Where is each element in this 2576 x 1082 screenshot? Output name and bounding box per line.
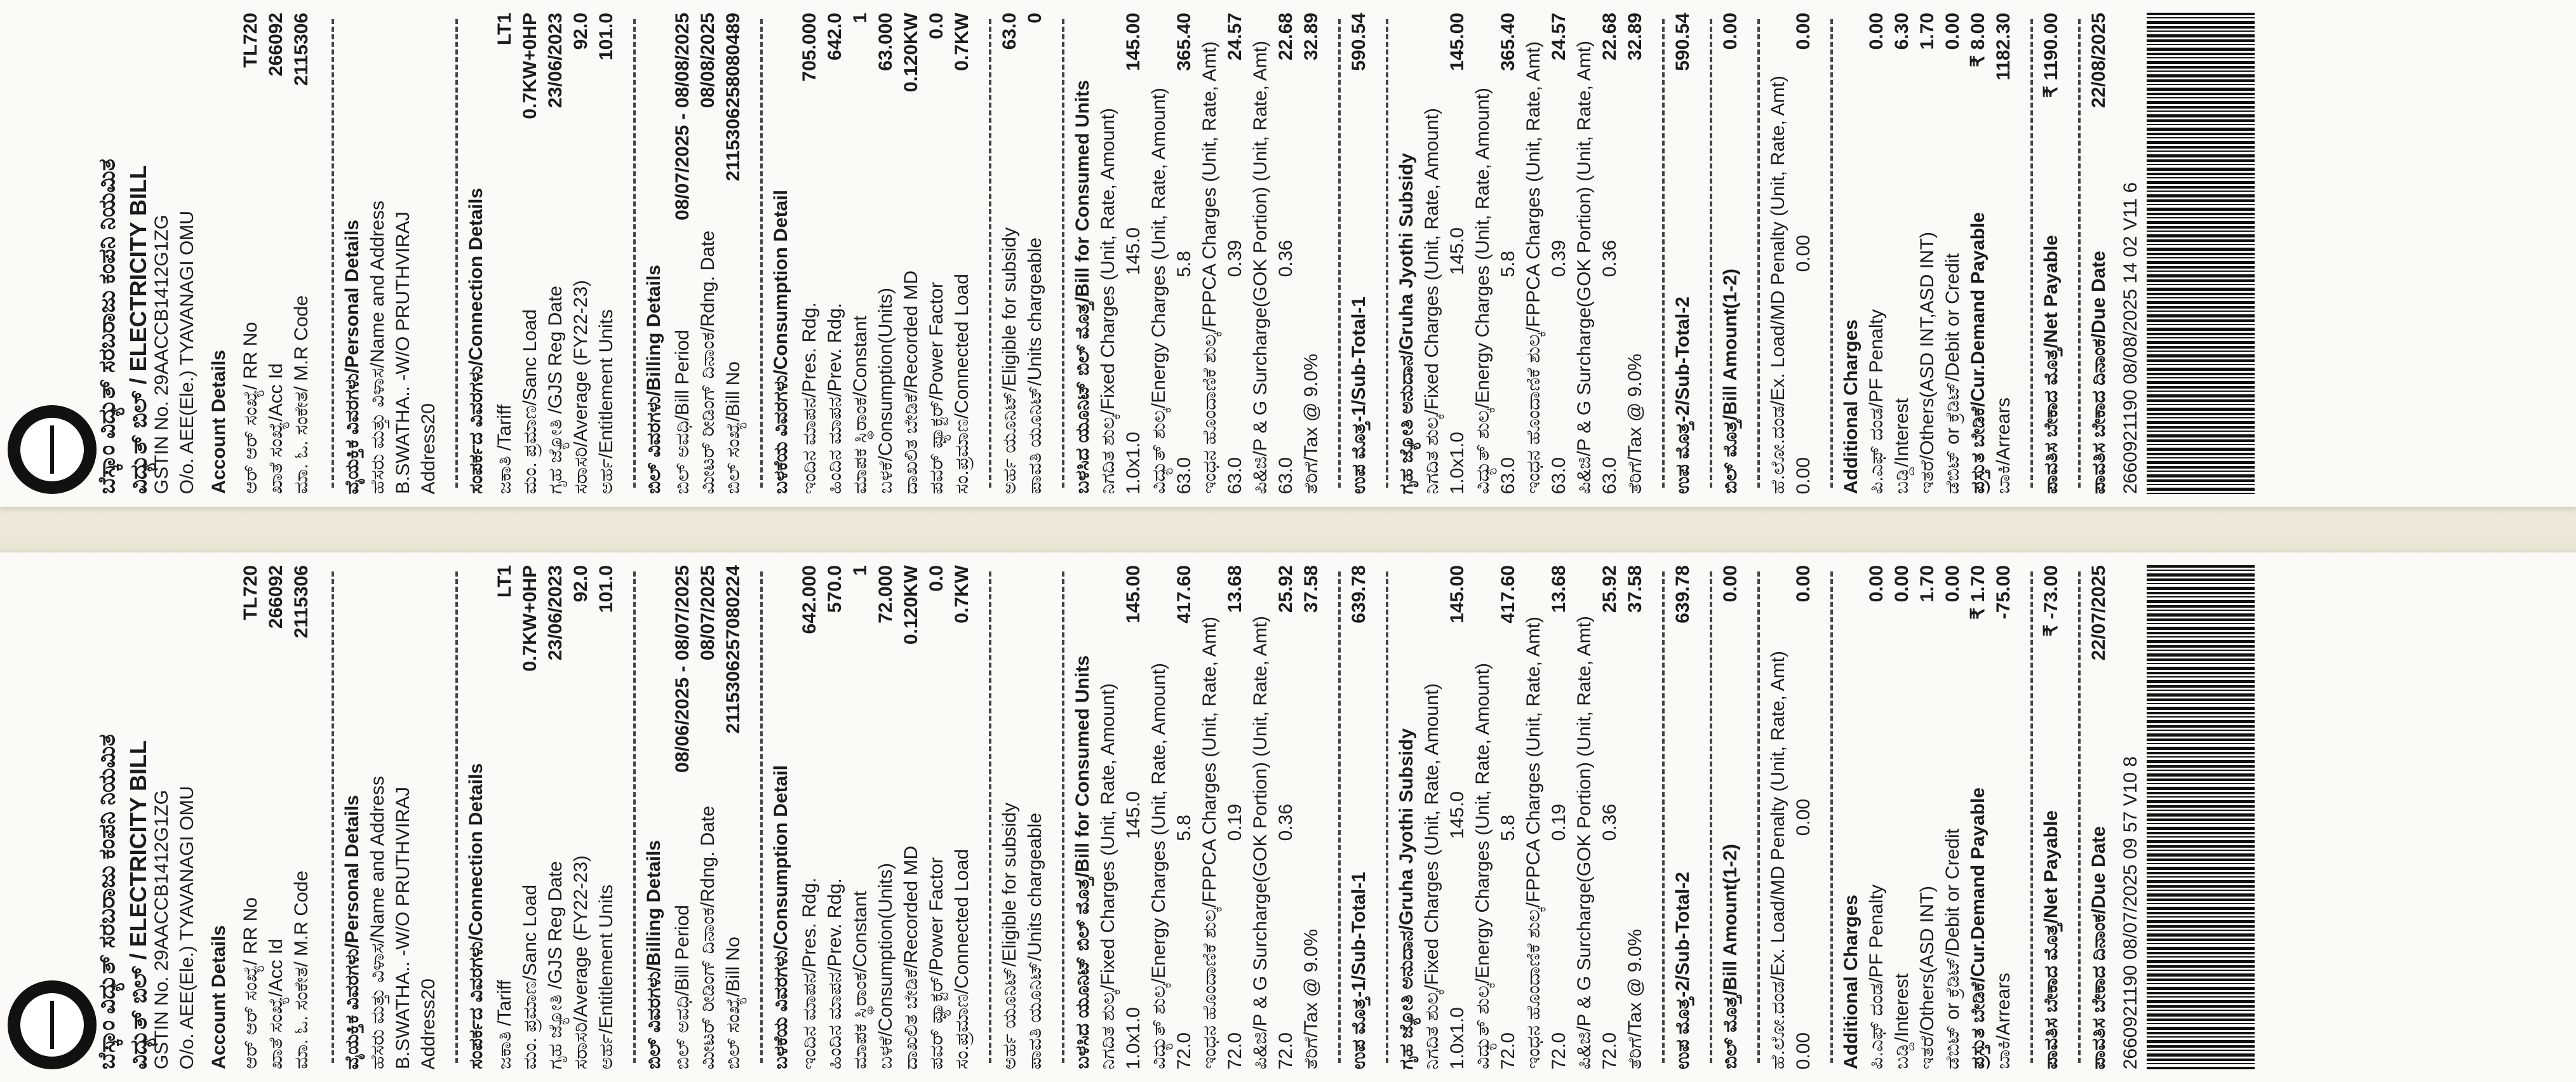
fixed-label: ನಿಗದಿತ ಶುಲ್ಕ/Fixed Charges (Unit, Rate, Amount) <box>1097 107 1118 494</box>
footer: 2660921190 08/07/2025 09 57 V10 8 <box>2120 756 2141 1069</box>
name-value: B.SWATHA.. -W/O PRUTHVIRAJ <box>392 211 413 494</box>
barcode-icon <box>2147 565 2255 1069</box>
fppca-amount: 13.68 <box>1224 565 1245 613</box>
tax-label: ತೆರಿಗೆ/Tax @ 9.0% <box>1301 929 1322 1069</box>
provider-local: ಬೆಸ್ಕಾಂ ವಿದ್ಯುತ್ ಸರಬರಾಜು ಕಂಪನಿ ನಿಯಮಿತ <box>93 158 119 494</box>
pg-unit: 63.0 <box>1275 457 1296 494</box>
due-label: ಪಾವತಿಸ ಬೇಕಾದ ದಿನಾಂಕ/Due Date <box>2088 250 2109 494</box>
period-label: ಬಿಲ್ ಅವಧಿ/Bill Period <box>672 329 693 494</box>
interest-label: ಬಡ್ಡಿ/Interest <box>1891 398 1912 494</box>
consumption-label: ಬಳಕೆಯ ವಿವರಗಳು/Consumption Detail <box>770 189 791 494</box>
sanc-label: ಮಂ. ಪ್ರಮಾಣ/Sanc Load <box>520 309 540 494</box>
section-divider <box>1830 19 1833 488</box>
energy-amount: 417.60 <box>1174 565 1195 624</box>
account-details: Account Details <box>208 350 229 494</box>
interest-value: 0.00 <box>1891 565 1912 603</box>
sanc-label: ಮಂ. ಪ್ರಮಾಣ/Sanc Load <box>520 884 540 1069</box>
sub2-value: 639.78 <box>1672 565 1693 624</box>
mr-label: ಮಾ. ಓ. ಸಂಕೇತ/ M.R Code <box>291 295 312 494</box>
pf-value: 0.0 <box>926 13 947 39</box>
footer: 2660921190 08/08/2025 14 02 V11 6 <box>2120 182 2141 494</box>
fixed-amount: 145.00 <box>1123 13 1144 71</box>
gj-label: ಗೃಹ ಜ್ಯೋತಿ /GJS Reg Date <box>545 285 566 494</box>
prev-value: 642.0 <box>824 13 845 61</box>
section-divider <box>332 571 334 1063</box>
gj-pg-amount: 25.92 <box>1599 565 1620 613</box>
section-divider <box>1710 19 1712 488</box>
gj-pg-label: ಪಿ&ಜಿ/P & G Surcharge(GOK Portion) (Unit, Rate, Amt) <box>1574 40 1595 494</box>
gj-fixed-unit: 1.0x1.0 <box>1447 431 1468 494</box>
net-value: ₹ 1190.00 <box>2041 13 2062 98</box>
connection-label: ಸಂಪರ್ಕದ ವಿವರಗಳು/Connection Details <box>466 188 486 494</box>
const-value: 1 <box>850 13 871 23</box>
fixed-amount: 145.00 <box>1123 565 1144 624</box>
gj-energy-amount: 365.40 <box>1498 13 1519 71</box>
rdng-label: ಮೀಟರ್ ರೀಡಿಂಗ್ ದಿನಾಂಕ/Rdng. Date <box>697 230 718 494</box>
section-divider <box>1386 19 1388 488</box>
section-divider <box>633 19 636 488</box>
md-label: ದಾಖಲಿತ ಬೇಡಿಕೆ/Recorded MD <box>901 845 922 1069</box>
arrears-label: ಬಾಕಿ/Arrears <box>1993 397 2014 494</box>
billamt-label: ಬಿಲ್ ಮೊತ್ತ/Bill Amount(1-2) <box>1720 844 1741 1069</box>
debit-value: 0.00 <box>1942 565 1963 603</box>
sub1-value: 639.78 <box>1348 565 1369 624</box>
const-value: 1 <box>850 565 871 576</box>
gj-pg-unit: 72.0 <box>1599 1032 1620 1069</box>
due-value: 22/08/2025 <box>2088 13 2109 109</box>
pg-rate: 0.36 <box>1275 804 1296 841</box>
avg-label: ಸರಾಸರಿ/Average (FY22-23) <box>570 279 591 494</box>
sub2-label: ಉಪ ಮೊತ್ತ-2/Sub-Total-2 <box>1672 296 1693 494</box>
gstin: GSTIN No. 29AACCB1412G1ZG <box>151 214 172 494</box>
gj-fixed-amount: 145.00 <box>1447 565 1468 624</box>
fixed-rate: 145.0 <box>1123 227 1144 276</box>
pg-amount: 25.92 <box>1275 565 1296 613</box>
due-value: 22/07/2025 <box>2088 565 2109 661</box>
billing-label: ಬಿಲ್ ವಿವರಗಳು/Billing Details <box>643 840 664 1069</box>
prev-value: 570.0 <box>824 565 845 613</box>
cur-value: ₹ 1.70 <box>1968 565 1989 620</box>
md-label: ದಾಖಲಿತ ಬೇಡಿಕೆ/Recorded MD <box>901 270 922 494</box>
exload-label: ಹೆ.ಲೋ.ದಂಡ/Ex. Load/MD Penalty (Unit, Rate, Amt) <box>1768 75 1788 494</box>
cur-label: ಪ್ರಸ್ತುತ ಬೇಡಿಕೆ/Cur.Demand Payable <box>1968 212 1989 494</box>
md-value: 0.120KW <box>901 565 922 645</box>
gj-fppca-unit: 63.0 <box>1548 457 1569 494</box>
section-divider <box>1757 19 1760 488</box>
avg-label: ಸರಾಸರಿ/Average (FY22-23) <box>570 855 591 1069</box>
cl-value: 0.7KW <box>951 565 972 624</box>
pres-value: 705.000 <box>799 13 820 82</box>
bill-receipt-aug <box>0 0 2576 507</box>
elig-value: 63.0 <box>999 13 1020 50</box>
pres-label: ಇಂದಿನ ಮಾಪನ/Pres. Rdg. <box>799 877 820 1069</box>
pf-pen-label: ಪಿ.ಎಫ್ ದಂಡ/PF Penalty <box>1866 309 1887 494</box>
section-divider <box>1062 19 1064 488</box>
due-label: ಪಾವತಿಸ ಬೇಕಾದ ದಿನಾಂಕ/Due Date <box>2088 825 2109 1069</box>
units-value: 72.000 <box>875 565 896 624</box>
pf-label: ಪವರ್ ಫ್ಯಾಕ್ಟರ್/Power Factor <box>926 281 947 494</box>
fppca-unit: 72.0 <box>1224 1032 1245 1069</box>
rr-label: ಆರ್ ಆರ್ ಸಂಖ್ಯೆ/ RR No <box>240 897 261 1069</box>
gj-sub-label: ಗೃಹ ಜ್ಯೋತಿ ಅನುದಾನ/Gruha Jyothi Subsidy <box>1396 152 1417 494</box>
section-divider <box>2078 571 2081 1063</box>
rr-value: TL720 <box>240 565 261 620</box>
billing-label: ಬಿಲ್ ವಿವರಗಳು/Billing Details <box>643 265 664 494</box>
prev-label: ಹಿಂದಿನ ಮಾಪನ/Prev. Rdg. <box>824 302 845 494</box>
pf-pen-value: 0.00 <box>1866 13 1887 50</box>
md-value: 0.120KW <box>901 13 922 93</box>
pg-unit: 72.0 <box>1275 1032 1296 1069</box>
period-value: 08/07/2025 - 08/08/2025 <box>672 13 693 220</box>
avg-value: 92.0 <box>570 565 591 603</box>
gj-energy-rate: 5.8 <box>1498 250 1519 277</box>
section-divider <box>1830 571 1833 1063</box>
gj-fppca-label: ಇಂಧನ ಹೊಂದಾಣಿಕೆ ಶುಲ್ಕ/FPPCA Charges (Unit, Rate, Amt) <box>1523 617 1544 1069</box>
fixed-label: ನಿಗದಿತ ಶುಲ್ಕ/Fixed Charges (Unit, Rate, Amount) <box>1097 683 1118 1069</box>
gj-energy-unit: 63.0 <box>1498 457 1519 494</box>
section-divider <box>1338 19 1341 488</box>
name-label: ಹೆಸರು ಮತ್ತು ವಿಳಾಸ/Name and Address <box>367 775 388 1069</box>
tariff-value: LT1 <box>494 13 515 46</box>
cl-label: ಸಂ.ಪ್ರಮಾಣ/Connected Load <box>951 273 972 494</box>
name-label: ಹೆಸರು ಮತ್ತು ವಿಳಾಸ/Name and Address <box>367 200 388 494</box>
exload-rate: 0.00 <box>1793 798 1814 836</box>
section-divider <box>1662 19 1665 488</box>
elig-label: ಅರ್ಹ ಯೂನಿಟ್/Eligible for subsidy <box>999 227 1020 494</box>
pg-label: ಪಿ&ಜಿ/P & G Surcharge(GOK Portion) (Unit, Rate, Amt) <box>1250 40 1271 494</box>
mr-label: ಮಾ. ಓ. ಸಂಕೇತ/ M.R Code <box>291 871 312 1069</box>
provider-local: ಬೆಸ್ಕಾಂ ವಿದ್ಯುತ್ ಸರಬರಾಜು ಕಂಪನಿ ನಿಯಮಿತ <box>93 733 119 1069</box>
gj-energy-label: ವಿದ್ಯುತ್ ಶುಲ್ಕ/Energy Charges (Unit, Rate, Amount) <box>1472 663 1493 1069</box>
pf-pen-label: ಪಿ.ಎಫ್ ದಂಡ/PF Penalty <box>1866 885 1887 1069</box>
address-value: Address20 <box>418 403 439 494</box>
acc-label: ಖಾತೆ ಸಂಖ್ಯೆ/Acc Id <box>265 363 286 494</box>
pg-amount: 22.68 <box>1275 13 1296 61</box>
additional-label: Additional Charges <box>1841 319 1862 494</box>
exload-amount: 0.00 <box>1793 13 1814 50</box>
units-label: ಬಳಕೆ/Consumption(Units) <box>875 288 896 494</box>
pg-label: ಪಿ&ಜಿ/P & G Surcharge(GOK Portion) (Unit, Rate, Amt) <box>1250 615 1271 1069</box>
net-label: ಪಾವತಿಸ ಬೇಕಾದ ಮೊತ್ತ/Net Payable <box>2041 235 2062 494</box>
section-divider <box>455 19 458 488</box>
avg-value: 92.0 <box>570 13 591 50</box>
section-divider <box>332 19 334 488</box>
section-divider <box>760 571 763 1063</box>
gj-energy-rate: 5.8 <box>1498 814 1519 841</box>
tax-amount: 37.58 <box>1301 565 1322 613</box>
additional-label: Additional Charges <box>1841 894 1862 1069</box>
pf-label: ಪವರ್ ಫ್ಯಾಕ್ಟರ್/Power Factor <box>926 857 947 1069</box>
consumption-label: ಬಳಕೆಯ ವಿವರಗಳು/Consumption Detail <box>770 765 791 1069</box>
rdng-value: 08/07/2025 <box>697 565 718 661</box>
billno-value: 2115306258080489 <box>723 13 744 182</box>
gj-tax-amount: 37.58 <box>1625 565 1646 613</box>
section-divider <box>633 571 636 1063</box>
name-value: B.SWATHA.. -W/O PRUTHVIRAJ <box>392 786 413 1069</box>
barcode-icon <box>2147 13 2255 494</box>
section-divider <box>1710 571 1712 1063</box>
sanc-value: 0.7KW+0HP <box>520 565 540 672</box>
exload-unit: 0.00 <box>1793 1032 1814 1069</box>
section-divider <box>455 571 458 1063</box>
section-divider <box>2030 571 2033 1063</box>
personal-label: ವೈಯಕ್ತಿಕ ವಿವರಗಳು/Personal Details <box>342 794 363 1069</box>
fppca-label: ಇಂಧನ ಹೊಂದಾಣಿಕೆ ಶುಲ್ಕ/FPPCA Charges (Unit, Rate, Amt) <box>1199 617 1220 1069</box>
others-label: ಇತರೆ/Others(ASD INT) <box>1917 885 1938 1069</box>
gj-fixed-rate: 145.0 <box>1447 791 1468 839</box>
gj-fppca-rate: 0.19 <box>1548 804 1569 841</box>
pg-rate: 0.36 <box>1275 240 1296 277</box>
tariff-value: LT1 <box>494 565 515 598</box>
acc-value: 266092 <box>265 565 286 629</box>
pres-value: 642.000 <box>799 565 820 634</box>
section-divider <box>1757 571 1760 1063</box>
tax-label: ತೆರಿಗೆ/Tax @ 9.0% <box>1301 354 1322 494</box>
section-divider <box>989 571 991 1063</box>
cur-value: ₹ 8.00 <box>1968 13 1989 67</box>
office: O/o. AEE(Ele.) TYAVANAGI OMU <box>177 785 198 1069</box>
mr-value: 2115306 <box>291 565 312 639</box>
period-value: 08/06/2025 - 08/07/2025 <box>672 565 693 773</box>
section-divider <box>2030 19 2033 488</box>
ent-label: ಅರ್ಹ/Entitlement Units <box>596 884 617 1069</box>
section-divider <box>1662 571 1665 1063</box>
bill-consumed-label: ಬಳಸಿದ ಯೂನಿಟ್ ಬಿಲ್ ಮೊತ್ತ/Bill for Consumed Units <box>1072 80 1093 494</box>
gj-sub-label: ಗೃಹ ಜ್ಯೋತಿ ಅನುದಾನ/Gruha Jyothi Subsidy <box>1396 728 1417 1069</box>
ent-value: 101.0 <box>596 565 617 613</box>
exload-label: ಹೆ.ಲೋ.ದಂಡ/Ex. Load/MD Penalty (Unit, Rate, Amt) <box>1768 650 1788 1069</box>
arrears-value: 1182.30 <box>1993 13 2014 81</box>
billno-label: ಬಿಲ್ ಸಂಖ್ಯೆ/Bill No <box>723 936 744 1069</box>
gj-pg-amount: 22.68 <box>1599 13 1620 61</box>
fixed-unit: 1.0x1.0 <box>1123 431 1144 494</box>
gj-fppca-unit: 72.0 <box>1548 1032 1569 1069</box>
gj-energy-label: ವಿದ್ಯುತ್ ಶುಲ್ಕ/Energy Charges (Unit, Rate, Amount) <box>1472 88 1493 494</box>
tariff-label: ಜಕಾತಿ /Tariff <box>494 404 515 494</box>
exload-unit: 0.00 <box>1793 457 1814 494</box>
net-label: ಪಾವತಿಸ ಬೇಕಾದ ಮೊತ್ತ/Net Payable <box>2041 810 2062 1069</box>
gj-fixed-label: ನಿಗದಿತ ಶುಲ್ಕ/Fixed Charges (Unit, Rate, Amount) <box>1421 683 1442 1069</box>
address-value: Address20 <box>418 978 439 1069</box>
gj-fixed-label: ನಿಗದಿತ ಶುಲ್ಕ/Fixed Charges (Unit, Rate, Amount) <box>1421 107 1442 494</box>
energy-label: ವಿದ್ಯುತ್ ಶುಲ್ಕ/Energy Charges (Unit, Rate, Amount) <box>1148 663 1169 1069</box>
connection-label: ಸಂಪರ್ಕದ ವಿವರಗಳು/Connection Details <box>466 763 486 1069</box>
section-divider <box>2078 19 2081 488</box>
tax-amount: 32.89 <box>1301 13 1322 61</box>
section-divider <box>1338 571 1341 1063</box>
prev-label: ಹಿಂದಿನ ಮಾಪನ/Prev. Rdg. <box>824 878 845 1069</box>
gj-tax-label: ತೆರಿಗೆ/Tax @ 9.0% <box>1625 929 1646 1069</box>
office: O/o. AEE(Ele.) TYAVANAGI OMU <box>177 210 198 494</box>
units-label: ಬಳಕೆ/Consumption(Units) <box>875 863 896 1069</box>
exload-rate: 0.00 <box>1793 234 1814 272</box>
cl-label: ಸಂ.ಪ್ರಮಾಣ/Connected Load <box>951 848 972 1069</box>
gj-pg-rate: 0.36 <box>1599 240 1620 277</box>
debit-label: ಡೆಬಿಟ್ or ಕ್ರೆಡಿಟ್/Debit or Credit <box>1942 828 1963 1069</box>
gstin: GSTIN No. 29AACCB1412G1ZG <box>151 789 172 1069</box>
ent-value: 101.0 <box>596 13 617 61</box>
interest-label: ಬಡ್ಡಿ/Interest <box>1891 973 1912 1069</box>
net-value: ₹ -73.00 <box>2041 565 2062 637</box>
bill-title: ವಿದ್ಯುತ್ ಬಿಲ್ / ELECTRICITY BILL <box>125 740 151 1069</box>
energy-unit: 63.0 <box>1174 457 1195 494</box>
fppca-amount: 24.57 <box>1224 13 1245 61</box>
ent-label: ಅರ್ಹ/Entitlement Units <box>596 309 617 494</box>
others-value: 1.70 <box>1917 13 1938 50</box>
gj-energy-unit: 72.0 <box>1498 1032 1519 1069</box>
gj-pg-rate: 0.36 <box>1599 804 1620 841</box>
acc-value: 266092 <box>265 13 286 77</box>
pf-value: 0.0 <box>926 565 947 592</box>
gj-fppca-amount: 24.57 <box>1548 13 1569 61</box>
gj-fppca-amount: 13.68 <box>1548 565 1569 613</box>
chg-label: ಪಾವತಿ ಯೂನಿಟ್/Units chargeable <box>1024 237 1045 494</box>
chg-value: 0 <box>1024 13 1045 23</box>
bill-title: ವಿದ್ಯುತ್ ಬಿಲ್ / ELECTRICITY BILL <box>125 164 151 494</box>
fixed-rate: 145.0 <box>1123 791 1144 839</box>
interest-value: 6.30 <box>1891 13 1912 50</box>
sub1-label: ಉಪ ಮೊತ್ತ-1/Sub-Total-1 <box>1348 871 1369 1069</box>
energy-amount: 365.40 <box>1174 13 1195 71</box>
billamt-label: ಬಿಲ್ ಮೊತ್ತ/Bill Amount(1-2) <box>1720 269 1741 494</box>
cl-value: 0.7KW <box>951 13 972 71</box>
sub1-label: ಉಪ ಮೊತ್ತ-1/Sub-Total-1 <box>1348 296 1369 494</box>
debit-value: 0.00 <box>1942 13 1963 50</box>
acc-label: ಖಾತೆ ಸಂಖ್ಯೆ/Acc Id <box>265 938 286 1069</box>
gj-fixed-amount: 145.00 <box>1447 13 1468 71</box>
energy-unit: 72.0 <box>1174 1032 1195 1069</box>
arrears-value: -75.00 <box>1993 565 2014 620</box>
arrears-label: ಬಾಕಿ/Arrears <box>1993 973 2014 1069</box>
gj-pg-label: ಪಿ&ಜಿ/P & G Surcharge(GOK Portion) (Unit, Rate, Amt) <box>1574 615 1595 1069</box>
fixed-unit: 1.0x1.0 <box>1123 1006 1144 1069</box>
pres-label: ಇಂದಿನ ಮಾಪನ/Pres. Rdg. <box>799 302 820 494</box>
gj-fppca-label: ಇಂಧನ ಹೊಂದಾಣಿಕೆ ಶುಲ್ಕ/FPPCA Charges (Unit, Rate, Amt) <box>1523 41 1544 494</box>
bill-consumed-label: ಬಳಸಿದ ಯೂನಿಟ್ ಬಿಲ್ ಮೊತ್ತ/Bill for Consumed Units <box>1072 655 1093 1069</box>
bescom-logo-icon <box>8 405 97 494</box>
billamt-value: 0.00 <box>1720 565 1741 603</box>
debit-label: ಡೆಬಿಟ್ or ಕ್ರೆಡಿಟ್/Debit or Credit <box>1942 253 1963 494</box>
section-divider <box>989 19 991 488</box>
billno-label: ಬಿಲ್ ಸಂಖ್ಯೆ/Bill No <box>723 361 744 494</box>
account-details: Account Details <box>208 925 229 1069</box>
section-divider <box>1062 571 1064 1063</box>
section-divider <box>1386 571 1388 1063</box>
billno-value: 2115306257080224 <box>723 565 744 734</box>
rdng-value: 08/08/2025 <box>697 13 718 109</box>
rdng-label: ಮೀಟರ್ ರೀಡಿಂಗ್ ದಿನಾಂಕ/Rdng. Date <box>697 805 718 1069</box>
pf-pen-value: 0.00 <box>1866 565 1887 603</box>
others-value: 1.70 <box>1917 565 1938 603</box>
tariff-label: ಜಕಾತಿ /Tariff <box>494 979 515 1069</box>
fppca-rate: 0.19 <box>1224 804 1245 841</box>
exload-amount: 0.00 <box>1793 565 1814 603</box>
cur-label: ಪ್ರಸ್ತುತ ಬೇಡಿಕೆ/Cur.Demand Payable <box>1968 787 1989 1069</box>
section-divider <box>760 19 763 488</box>
const-label: ಮಾಪಕ ಸ್ಥಿರಾಂಕ/Constant <box>850 891 871 1069</box>
gj-energy-amount: 417.60 <box>1498 565 1519 624</box>
sanc-value: 0.7KW+0HP <box>520 13 540 119</box>
bill-receipt-jul <box>0 552 2576 1082</box>
energy-rate: 5.8 <box>1174 814 1195 841</box>
sub2-value: 590.54 <box>1672 13 1693 71</box>
gj-pg-unit: 63.0 <box>1599 457 1620 494</box>
gj-fixed-unit: 1.0x1.0 <box>1447 1006 1468 1069</box>
gj-label: ಗೃಹ ಜ್ಯೋತಿ /GJS Reg Date <box>545 860 566 1069</box>
others-label: ಇತರೆ/Others(ASD INT,ASD INT) <box>1917 232 1938 494</box>
gj-tax-label: ತೆರಿಗೆ/Tax @ 9.0% <box>1625 354 1646 494</box>
elig-label: ಅರ್ಹ ಯೂನಿಟ್/Eligible for subsidy <box>999 802 1020 1069</box>
units-value: 63.000 <box>875 13 896 71</box>
bescom-logo-icon <box>8 980 97 1069</box>
sub2-label: ಉಪ ಮೊತ್ತ-2/Sub-Total-2 <box>1672 871 1693 1069</box>
fppca-rate: 0.39 <box>1224 240 1245 277</box>
fppca-label: ಇಂಧನ ಹೊಂದಾಣಿಕೆ ಶುಲ್ಕ/FPPCA Charges (Unit, Rate, Amt) <box>1199 41 1220 494</box>
gj-tax-amount: 32.89 <box>1625 13 1646 61</box>
rr-value: TL720 <box>240 13 261 68</box>
mr-value: 2115306 <box>291 13 312 86</box>
energy-rate: 5.8 <box>1174 250 1195 277</box>
chg-label: ಪಾವತಿ ಯೂನಿಟ್/Units chargeable <box>1024 812 1045 1069</box>
gj-fixed-rate: 145.0 <box>1447 227 1468 276</box>
fppca-unit: 63.0 <box>1224 457 1245 494</box>
period-label: ಬಿಲ್ ಅವಧಿ/Bill Period <box>672 904 693 1069</box>
energy-label: ವಿದ್ಯುತ್ ಶುಲ್ಕ/Energy Charges (Unit, Rate, Amount) <box>1148 88 1169 494</box>
sub1-value: 590.54 <box>1348 13 1369 71</box>
personal-label: ವೈಯಕ್ತಿಕ ವಿವರಗಳು/Personal Details <box>342 219 363 494</box>
const-label: ಮಾಪಕ ಸ್ಥಿರಾಂಕ/Constant <box>850 316 871 494</box>
rr-label: ಆರ್ ಆರ್ ಸಂಖ್ಯೆ/ RR No <box>240 322 261 494</box>
gj-value: 23/06/2023 <box>545 13 566 109</box>
gj-fppca-rate: 0.39 <box>1548 240 1569 277</box>
billamt-value: 0.00 <box>1720 13 1741 50</box>
gj-value: 23/06/2023 <box>545 565 566 661</box>
